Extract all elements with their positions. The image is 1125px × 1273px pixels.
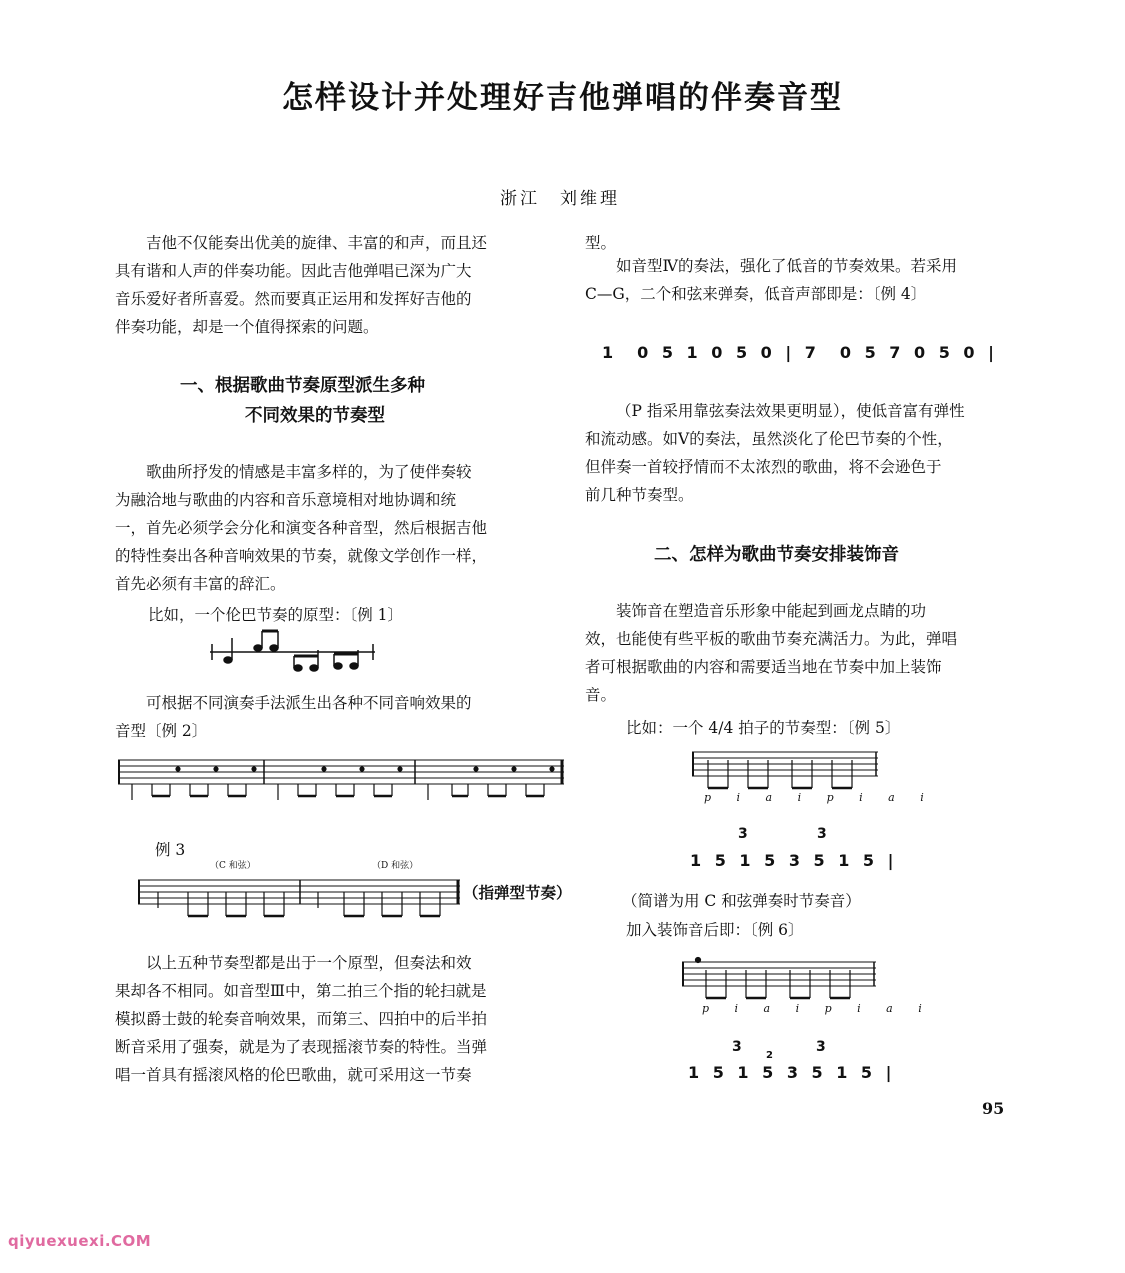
paragraph-5: 如音型Ⅳ的奏法，强化了低音的节奏效果。若采用 C—G，二个和弦来弹奏，低音声部即是：〔例 4〕 bbox=[585, 257, 957, 303]
paragraph-7: 装饰音在塑造音乐形象中能起到画龙点睛的功 效，也能使有些平板的歌曲节奏充满活力。为此，弹唱 者可根据歌曲的内容和需要适当地在节奏中加上装饰 音。 bbox=[585, 602, 958, 704]
example-1-intro: 比如，一个伦巴节奏的原型：〔例 1〕 bbox=[148, 606, 404, 624]
example-6-fingering: p i a i p i a i bbox=[702, 1002, 933, 1015]
example-6-intro: 加入装饰音后即：〔例 6〕 bbox=[626, 921, 804, 939]
paragraph-4: 以上五种节奏型都是出于一个原型，但奏法和效 果却各不相同。如音型Ⅲ中，第二拍三个指的轮扫就是 模拟爵士鼓的轮奏音响效果，而第三、四拍中的后半拍 断音采用了强奏，就是为了表现摇滚节奏的特性。当弹 唱一首具有摇滚风格的伦巴歌曲，就可采用这一节奏 bbox=[115, 954, 488, 1084]
continued-line: 型。 bbox=[585, 234, 617, 252]
example-3-notation bbox=[138, 872, 463, 947]
example-5-note: （简谱为用 C 和弦弹奏时节奏音） bbox=[622, 892, 861, 910]
example-5-high-mark-1: 3 bbox=[738, 826, 748, 842]
example-6-jianpu: 1 5 1 5 3 5 1 5 | bbox=[688, 1063, 896, 1082]
example-5-fingering: p i a i p i a i bbox=[704, 791, 935, 804]
paragraph-2: 歌曲所抒发的情感是丰富多样的，为了使伴奏较 为融洽地与歌曲的内容和音乐意境相对地协调和统 一，首先必须学会分化和演变各种音型，然后根据吉他 的特性奏出各种音响效果的节奏，就像文学创作一样， 首先必须有丰富的辞汇。 bbox=[115, 463, 488, 593]
watermark-logo: qiyuexuexi.COM bbox=[8, 1232, 152, 1250]
author-line: 浙江 刘维理 bbox=[500, 189, 620, 209]
example-2-notation bbox=[118, 752, 568, 827]
example-5-high-mark-2: 3 bbox=[817, 826, 827, 842]
section-heading-2: 二、怎样为歌曲节奏安排装饰音 bbox=[654, 545, 899, 565]
intro-paragraph: 吉他不仅能奏出优美的旋律、丰富的和声，而且还 具有谐和人声的伴奏功能。因此吉他弹唱已深为广大 音乐爱好者所喜爱。然而要真正运用和发挥好吉他的 伴奏功能，却是一个值得探索的问题。 bbox=[115, 234, 488, 336]
page-number: 95 bbox=[982, 1099, 1005, 1118]
section-heading-1-line2: 不同效果的节奏型 bbox=[245, 406, 385, 426]
example-4-jianpu: 1 0 5 1 0 5 0 | 7 0 5 7 0 5 0 | bbox=[602, 343, 998, 362]
section-heading-1-line1: 一、根据歌曲节奏原型派生多种 bbox=[180, 376, 425, 396]
page-title: 怎样设计并处理好吉他弹唱的伴奏音型 bbox=[282, 80, 843, 116]
example-3-c-chord: （C 和弦） bbox=[210, 861, 256, 871]
example-5-jianpu: 1 5 1 5 3 5 1 5 | bbox=[690, 851, 898, 870]
example-6-high-mark-2: 3 bbox=[816, 1039, 826, 1055]
example-3-fingerstyle-note: （指弹型节奏） bbox=[463, 883, 572, 902]
example-5-intro: 比如：一个 4/4 拍子的节奏型：〔例 5〕 bbox=[626, 719, 901, 737]
example-6-high-mark-1: 3 bbox=[732, 1039, 742, 1055]
example-3-label: 例 3 bbox=[155, 841, 186, 859]
paragraph-3: 可根据不同演奏手法派生出各种不同音响效果的 音型〔例 2〕 bbox=[115, 694, 472, 740]
paragraph-6: （P 指采用靠弦奏法效果更明显），使低音富有弹性 和流动感。如Ⅴ的奏法，虽然淡化了伦巴节奏的个性， 但伴奏一首较抒情而不太浓烈的歌曲，将不会逊色于 前几种节奏型。 bbox=[585, 402, 965, 504]
example-3-d-chord: （D 和弦） bbox=[372, 861, 419, 871]
example-6-grace-mark: 2 bbox=[766, 1050, 773, 1061]
example-1-rhythm bbox=[210, 628, 380, 678]
